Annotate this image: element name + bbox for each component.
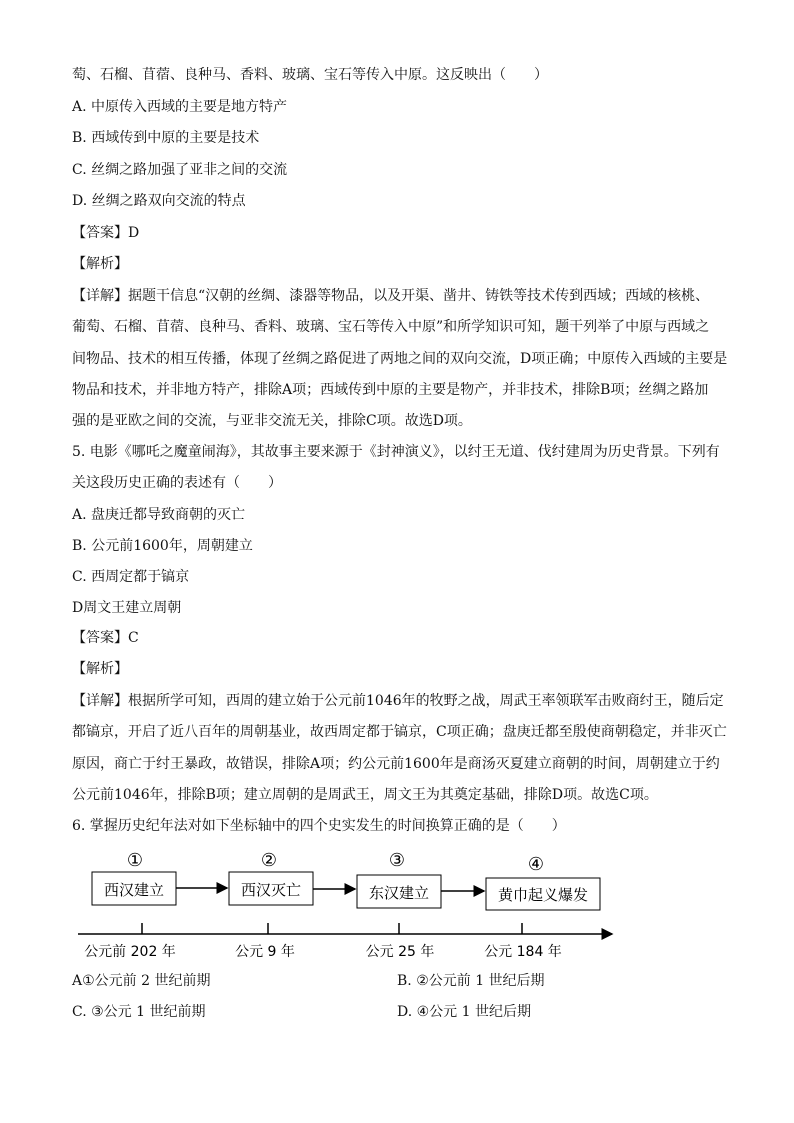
event-number: ③ bbox=[388, 850, 406, 871]
q5-option-c: C. 西周定都于镐京 bbox=[72, 569, 190, 585]
q4-option-b: B. 西域传到中原的主要是技术 bbox=[72, 130, 260, 146]
q4-detail-line: 葡萄、石榴、苜蓿、良种马、香料、玻璃、宝石等传入中原”和所学知识可知，题干列举了中原与西域之 bbox=[72, 319, 710, 335]
q5-answer: 【答案】C bbox=[72, 630, 139, 646]
q5-option-d: D周文王建立周朝 bbox=[72, 600, 182, 616]
q6-option-b: B. ②公元前 1 世纪后期 bbox=[397, 973, 545, 989]
q4-option-c: C. 丝绸之路加强了亚非之间的交流 bbox=[72, 162, 288, 178]
q5-option-a: A. 盘庚迁都导致商朝的灭亡 bbox=[72, 507, 246, 523]
q4-detail-line: 【详解】据题干信息“汉朝的丝绸、漆器等物品，以及开渠、凿井、铸铁等技术传到西域；西域的核桃、 bbox=[72, 288, 710, 304]
event-label: 西汉建立 bbox=[103, 881, 165, 899]
q4-analysis-label: 【解析】 bbox=[72, 256, 128, 272]
event-number: ② bbox=[260, 850, 278, 871]
q4-detail-line: 物品和技术，并非地方特产，排除A项；西域传到中原的主要是物产，并非技术，排除B项；丝绸之路加 bbox=[72, 382, 709, 398]
event-number: ④ bbox=[527, 854, 545, 875]
q6-stem: 6. 掌握历史纪年法对如下坐标轴中的四个史实发生的时间换算正确的是（ ） bbox=[72, 818, 566, 834]
q5-detail-line: 【详解】根据所学可知，西周的建立始于公元前1046年的牧野之战，周武王率领联军击败商纣王，随后定 bbox=[72, 693, 724, 709]
q4-detail-line: 强的是亚欧之间的交流，与亚非交流无关，排除C项。故选D项。 bbox=[72, 413, 472, 429]
q4-option-d: D. 丝绸之路双向交流的特点 bbox=[72, 193, 246, 209]
event-number: ① bbox=[126, 850, 144, 871]
timeline-diagram bbox=[0, 840, 794, 970]
event-label: 黄巾起义爆发 bbox=[497, 886, 589, 904]
year-label: 公元前 202 年 bbox=[84, 944, 176, 960]
q4-stem-tail: 萄、石榴、苜蓿、良种马、香料、玻璃、宝石等传入中原。这反映出（ ） bbox=[72, 67, 548, 83]
q5-detail-line: 公元前1046年，排除B项；建立周朝的是周武王，周文王为其奠定基础，排除D项。故选C项。 bbox=[72, 787, 658, 803]
q5-stem-line: 5. 电影《哪吒之魔童闹海》，其故事主要来源于《封神演义》，以纣王无道、伐纣建周为历史背景。下列有 bbox=[72, 444, 720, 460]
q6-option-a: A①公元前 2 世纪前期 bbox=[72, 973, 211, 989]
year-label: 公元 184 年 bbox=[484, 944, 562, 960]
q6-option-d: D. ④公元 1 世纪后期 bbox=[397, 1004, 531, 1020]
year-label: 公元 9 年 bbox=[235, 944, 295, 960]
q5-detail-line: 都镐京，开启了近八百年的周朝基业，故西周定都于镐京，C项正确；盘庚迁都至殷使商朝稳定，并非灭亡 bbox=[72, 724, 727, 740]
q4-answer: 【答案】D bbox=[72, 225, 140, 241]
q5-stem-line: 关这段历史正确的表述有（ ） bbox=[72, 475, 282, 491]
event-label: 东汉建立 bbox=[368, 884, 430, 902]
year-label: 公元 25 年 bbox=[365, 944, 435, 960]
q6-option-c: C. ③公元 1 世纪前期 bbox=[72, 1004, 206, 1020]
q5-detail-line: 原因，商亡于纣王暴政，故错误，排除A项；约公元前1600年是商汤灭夏建立商朝的时间，周朝建立于约 bbox=[72, 756, 720, 772]
event-label: 西汉灭亡 bbox=[240, 881, 302, 899]
q4-detail-line: 间物品、技术的相互传播，体现了丝绸之路促进了两地之间的双向交流，D项正确；中原传入西域的主要是 bbox=[72, 351, 728, 367]
q5-analysis-label: 【解析】 bbox=[72, 661, 128, 677]
q5-option-b: B. 公元前1600年，周朝建立 bbox=[72, 538, 253, 554]
q4-option-a: A. 中原传入西域的主要是地方特产 bbox=[72, 99, 288, 115]
